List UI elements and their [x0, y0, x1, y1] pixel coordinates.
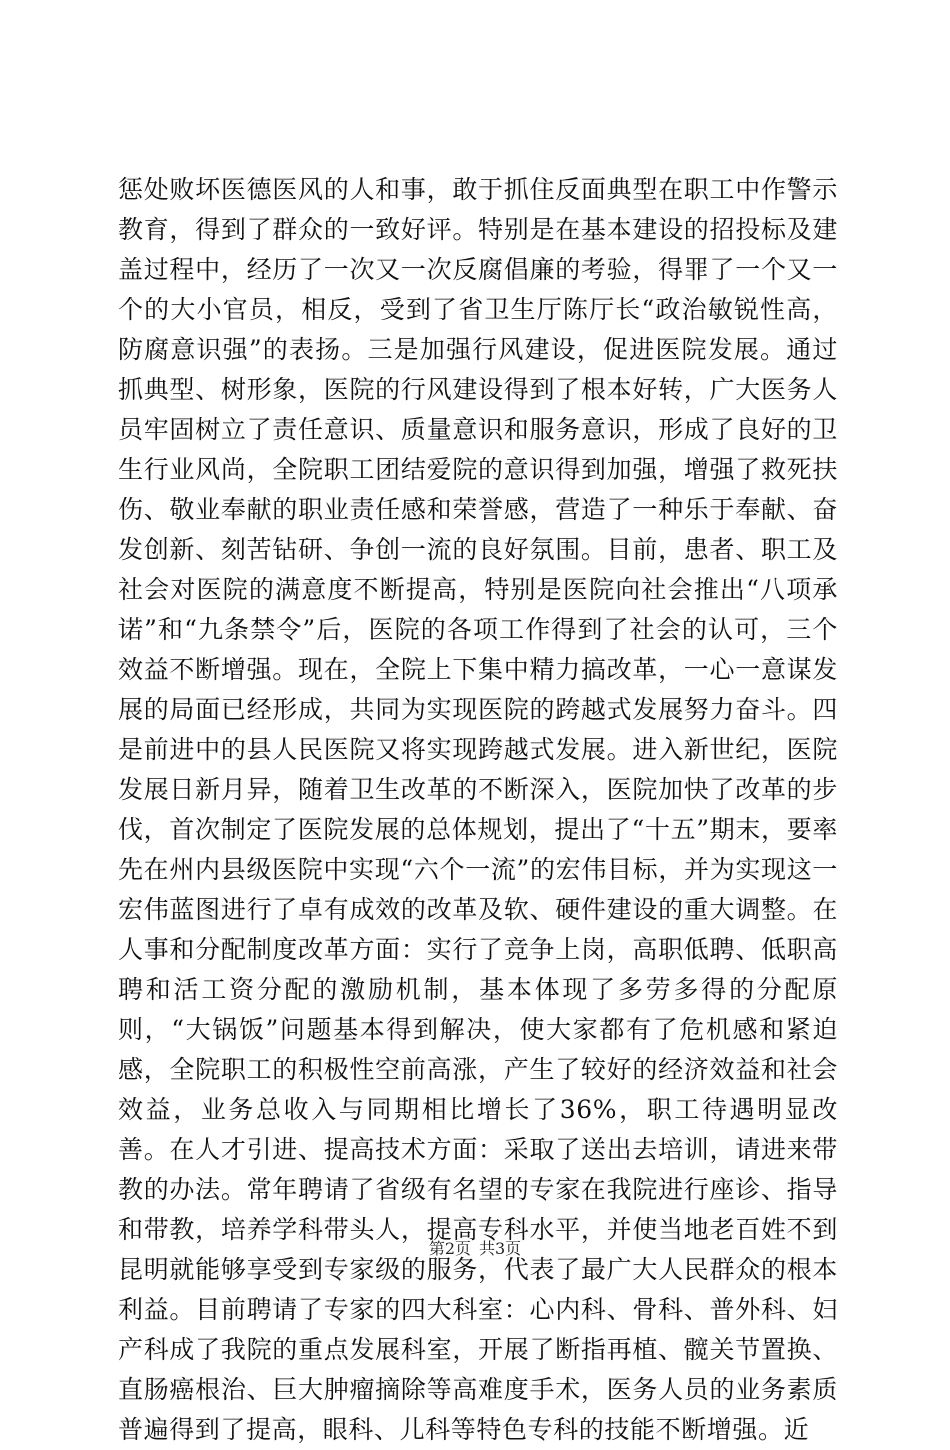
body-paragraph: 惩处败坏医德医风的人和事，敢于抓住反面典型在职工中作警示教育，得到了群众的一致好评。特别是在基本建设的招投标及建盖过程中，经历了一次又一次反腐倡廉的考验，得罪了一个又一个的大小官员，相反，受到了省卫生厅陈厅长“政治敏锐性高，防腐意识强”的表扬。三是加强行风建设，促进医院发展。通过抓典型、树形象，医院的行风建设得到了根本好转，广大医务人员牢固树立了责任意识、质量意识和服务意识，形成了良好的卫生行业风尚，全院职工团结爱院的意识得到加强，增强了救死扶伤、敬业奉献的职业责任感和荣誉感，营造了一种乐于奉献、奋发创新、刻苦钻研、争创一流的良好氛围。目前，患者、职工及社会对医院的满意度不断提高，特别是医院向社会推出“八项承诺”和“九条禁令”后，医院的各项工作得到了社会的认可，三个效益不断增强。现在，全院上下集中精力搞改革，一心一意谋发展的局面已经形成，共同为实现医院的跨越式发展努力奋斗。四是前进中的县人民医院又将实现跨越式发展。进入新世纪，医院发展日新月异，随着卫生改革的不断深入，医院加快了改革的步伐，首次制定了医院发展的总体规划，提出了“十五”期末，要率先在州内县级医院中实现“六个一流”的宏伟目标，并为实现这一宏伟蓝图进行了卓有成效的改革及软、硬件建设的重大调整。在人事和分配制度改革方面：实行了竞争上岗，高职低聘、低职高聘和活工资分配的激励机制，基本体现了多劳多得的分配原则，“大锅饭”问题基本得到解决，使大家都有了危机感和紧迫感，全院职工的积极性空前高涨，产生了较好的经济效益和社会效益，业务总收入与同期相比增长了36%，职工待遇明显改善。在人才引进、提高技术方面：采取了送出去培训，请进来带教的办法。常年聘请了省级有名望的专家在我院进行座诊、指导和带教，培养学科带头人，提高专科水平，并使当地老百姓不到昆明就能够享受到专家级的服务，代表了最广大人民群众的根本利益。目前聘请了专家的四大科室：心内科、骨科、普外科、妇产科成了我院的重点发展科室，开展了断指再植、髋关节置换、直肠癌根治、巨大肿瘤摘除等高难度手术，医务人员的业务素质普遍得到了提高，眼科、儿科等特色专科的技能不断增强。近 — [118, 175, 838, 1444]
page-footer — [0, 1236, 950, 1259]
page-number-total: 共3页 — [479, 1239, 522, 1258]
page-number-current: 第2页 — [428, 1239, 471, 1258]
